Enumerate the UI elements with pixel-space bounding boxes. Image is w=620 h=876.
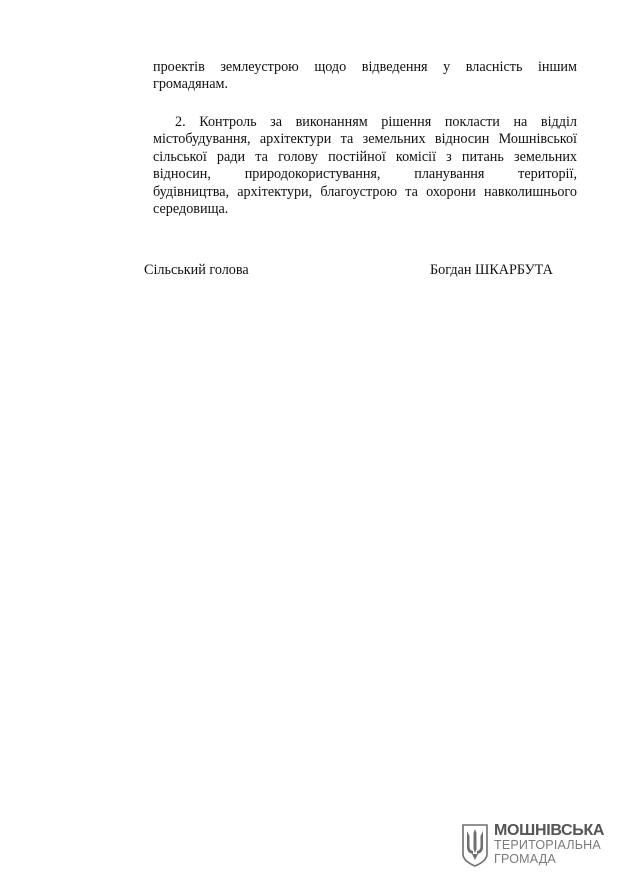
logo-subtitle-1: ТЕРИТОРІАЛЬНА xyxy=(494,838,601,852)
paragraph-line: проектів землеустрою щодо відведення у власність іншим xyxy=(153,59,577,75)
trident-coat-of-arms-icon xyxy=(460,823,490,867)
paragraph-item-2 xyxy=(153,114,577,218)
paragraph-line: містобудування, архітектури та земельних відносин Мошнівської xyxy=(153,131,577,148)
signature-name: Богдан ШКАРБУТА xyxy=(430,262,553,278)
logo-title: МОШНІВСЬКА xyxy=(494,822,605,839)
paragraph-line: громадянам. xyxy=(153,76,229,93)
community-logo xyxy=(460,822,605,870)
paragraph-continuation xyxy=(153,59,577,94)
paragraph-line: сільської ради та голову постійної комісії з питань земельних xyxy=(153,148,577,165)
logo-subtitle-2: ГРОМАДА xyxy=(494,851,556,866)
paragraph-line: 2. Контроль за виконанням рішення покласти на відділ xyxy=(175,114,577,130)
logo-text xyxy=(494,822,604,866)
signature-role: Сільський голова xyxy=(144,262,249,278)
paragraph-line: будівництва, архітектури, благоустрою та охорони навколишнього xyxy=(153,183,577,200)
paragraph-line: середовища. xyxy=(153,201,229,218)
paragraph-line: відносин, природокористування, планування території, xyxy=(153,166,577,183)
